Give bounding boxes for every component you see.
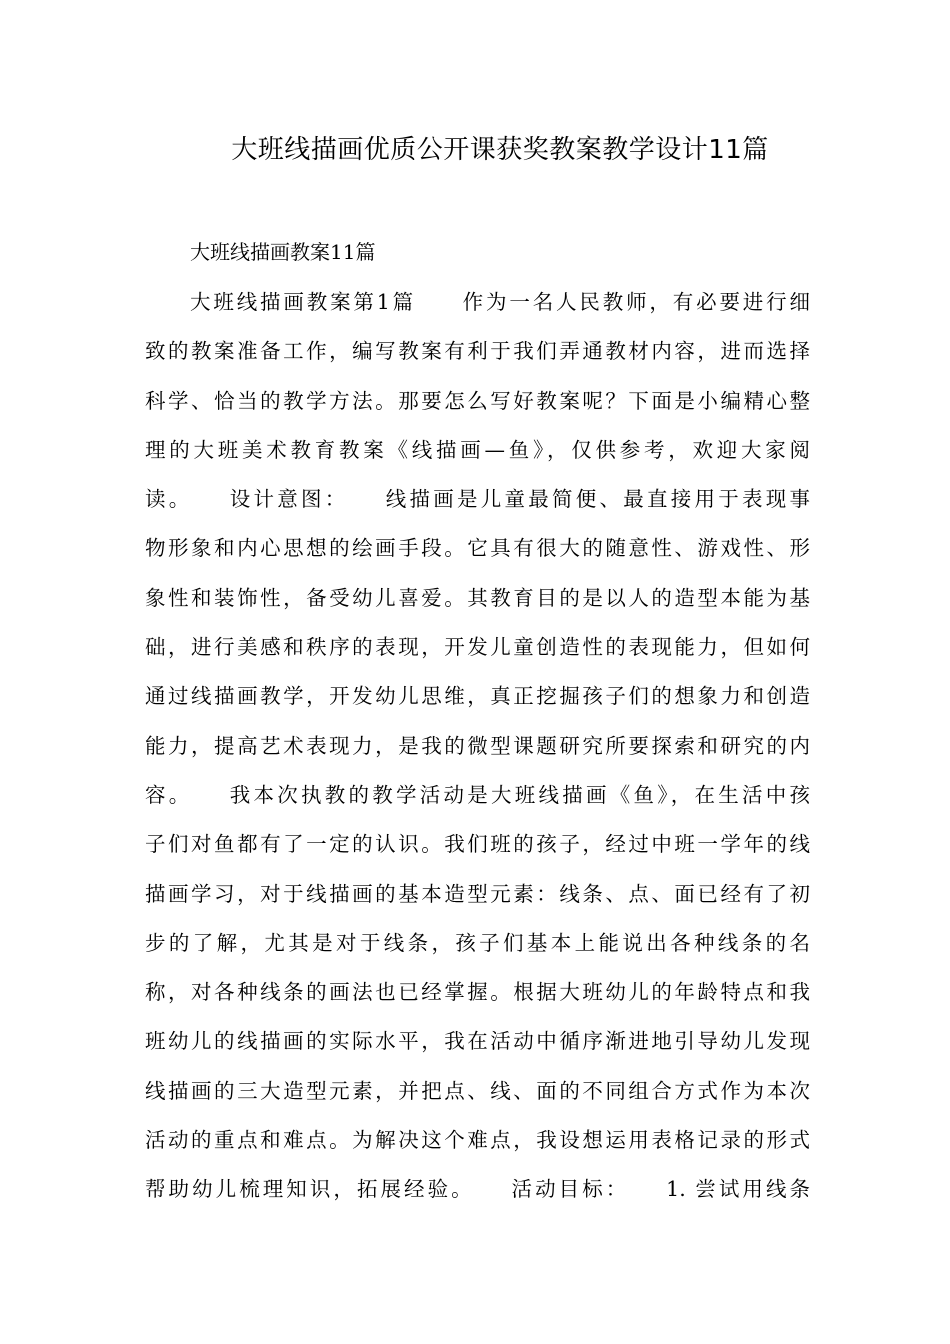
body-line: 致的教案准备工作，编写教案有利于我们弄通教材内容，进而选择 bbox=[145, 339, 810, 364]
body-line: 科学、恰当的教学方法。那要怎么写好教案呢？下面是小编精心整 bbox=[145, 388, 810, 413]
document-subtitle: 大班线描画教案11篇 bbox=[190, 240, 376, 264]
body-line: 大班线描画教案第1篇 作为一名人民教师，有必要进行细 bbox=[190, 290, 810, 314]
body-line: 象性和装饰性，备受幼儿喜爱。其教育目的是以人的造型本能为基 bbox=[145, 585, 810, 610]
body-line: 称，对各种线条的画法也已经掌握。根据大班幼儿的年龄特点和我 bbox=[145, 980, 810, 1005]
body-line: 步的了解，尤其是对于线条，孩子们基本上能说出各种线条的名 bbox=[145, 930, 810, 955]
body-line: 能力，提高艺术表现力，是我的微型课题研究所要探索和研究的内 bbox=[145, 733, 810, 758]
body-line: 子们对鱼都有了一定的认识。我们班的孩子，经过中班一学年的线 bbox=[145, 832, 810, 857]
body-line: 活动的重点和难点。为解决这个难点，我设想运用表格记录的形式 bbox=[145, 1128, 810, 1153]
body-text bbox=[145, 282, 810, 1219]
body-line: 理的大班美术教育教案《线描画—鱼》，仅供参考，欢迎大家阅 bbox=[145, 437, 810, 462]
body-line: 帮助幼儿梳理知识，拓展经验。 活动目标： 1. 尝试用线条 bbox=[145, 1177, 810, 1202]
body-line: 线描画的三大造型元素，并把点、线、面的不同组合方式作为本次 bbox=[145, 1078, 810, 1103]
body-line: 础，进行美感和秩序的表现，开发儿童创造性的表现能力，但如何 bbox=[145, 635, 810, 660]
document-title: 大班线描画优质公开课获奖教案教学设计11篇 bbox=[231, 135, 769, 165]
body-line: 班幼儿的线描画的实际水平，我在活动中循序渐进地引导幼儿发现 bbox=[145, 1029, 810, 1054]
body-line: 容。 我本次执教的教学活动是大班线描画《鱼》，在生活中孩 bbox=[145, 782, 810, 807]
body-line: 描画学习，对于线描画的基本造型元素：线条、点、面已经有了初 bbox=[145, 881, 810, 906]
body-line: 通过线描画教学，开发幼儿思维，真正挖掘孩子们的想象力和创造 bbox=[145, 684, 810, 709]
body-line: 物形象和内心思想的绘画手段。它具有很大的随意性、游戏性、形 bbox=[145, 536, 810, 561]
body-line: 读。 设计意图： 线描画是儿童最简便、最直接用于表现事 bbox=[145, 487, 810, 512]
